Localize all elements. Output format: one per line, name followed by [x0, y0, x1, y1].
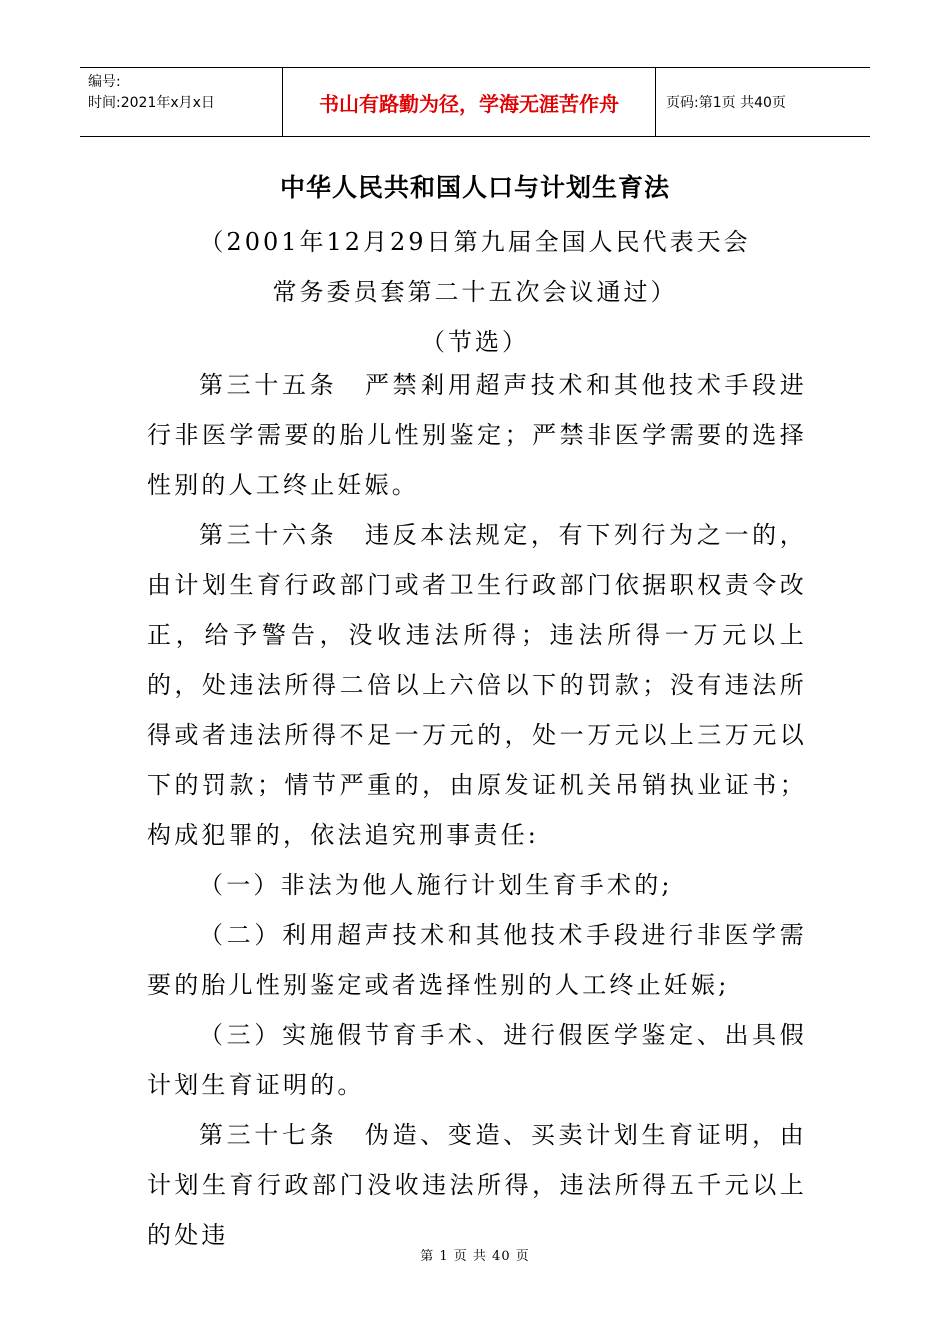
header-meta	[80, 68, 283, 136]
document-subtitle-line1: （2001年12月29日第九届全国人民代表天会	[199, 228, 751, 256]
article-35-paragraph: 第三十五条 严禁剎用超声技术和其他技术手段进行非医学需要的胎儿性别鉴定；严禁非医学需要的选择性别的人工终止妊娠。	[147, 371, 807, 499]
excerpt-note: （节选）	[421, 328, 529, 356]
document-number-label: 编号:	[88, 74, 121, 90]
header-page-info: 页码:第1页 共40页	[666, 95, 786, 111]
page-footer: 第 1 页 共 40 页	[420, 1249, 530, 1264]
clause-3-paragraph: （三）实施假节育手术、进行假医学鉴定、出具假计划生育证明的。	[147, 1021, 807, 1099]
article-36-paragraph: 第三十六条 违反本法规定，有下列行为之一的，由计划生育行政部门或者卫生行政部门依据职权责令改正，给予警告，没收违法所得；违法所得一万元以上的，处违法所得二倍以上六倍以下的罚款；没有违法所得或者违法所得不足一万元的，处一万元以上三万元以下的罚款；情节严重的，由原发证机关吊销执业证书；构成犯罪的，依法追究刑事责任:	[147, 521, 807, 849]
document-time-label: 时间:2021年x月x日	[88, 95, 215, 111]
article-37-paragraph: 第三十七条 伪造、变造、买卖计划生育证明，由计划生育行政部门没收违法所得，违法所得五千元以上的处违	[147, 1121, 807, 1249]
document-title: 中华人民共和国人口与计划生育法	[279, 173, 670, 202]
document-subtitle-line2: 常务委员套第二十五次会议通过）	[272, 278, 678, 306]
page-header	[80, 67, 870, 137]
clause-1-paragraph: （一）非法为他人施行计划生育手术的;	[199, 871, 673, 899]
clause-2-paragraph: （二）利用超声技术和其他技术手段进行非医学需要的胎儿性别鉴定或者选择性别的人工终止妊娠;	[147, 921, 807, 999]
header-motto: 书山有路勤为径，学海无涯苦作舟	[283, 68, 656, 136]
